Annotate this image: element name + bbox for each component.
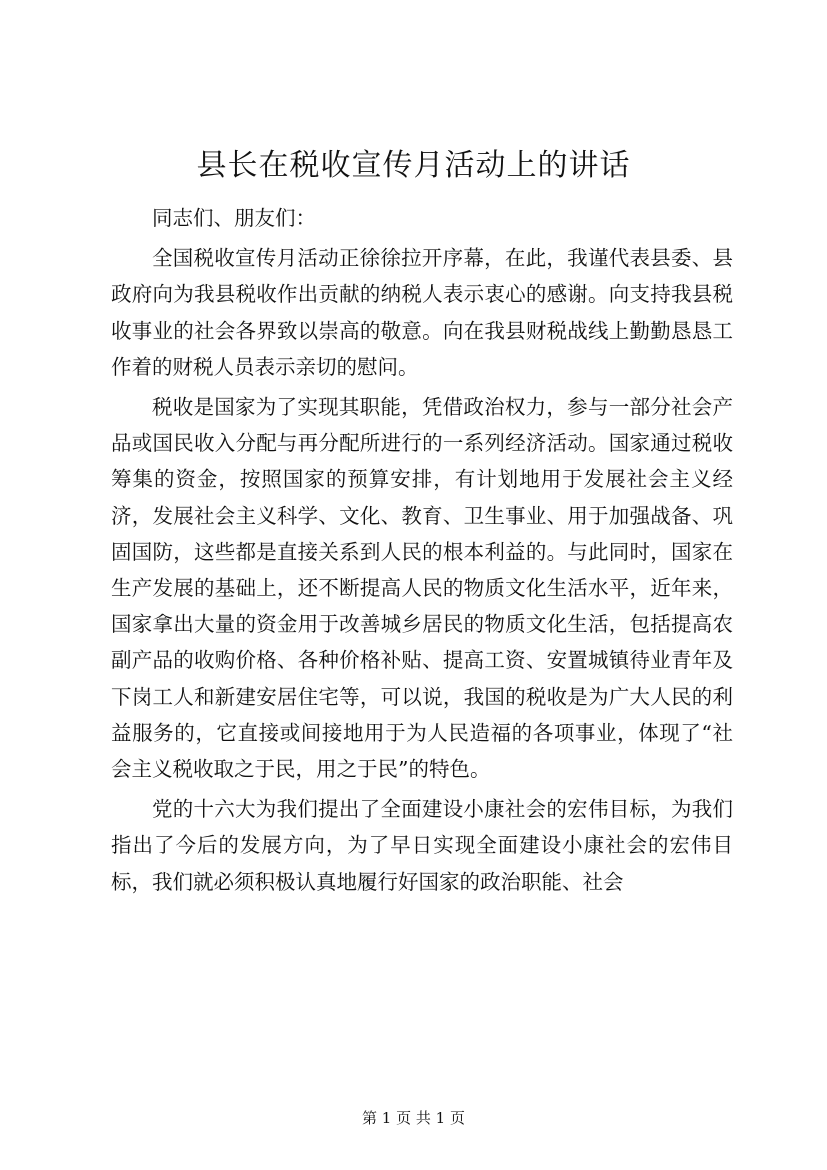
page-number-footer: 第 1 页 共 1 页 [362,1109,465,1127]
paragraph-2: 税收是国家为了实现其职能，凭借政治权力，参与一部分社会产品或国民收入分配与再分配所进行的一系列经济活动。国家通过税收筹集的资金，按照国家的预算安排，有计划地用于发展社会主义经济，发展社会主义科学、文化、教育、卫生事业、用于加强战备、巩固国防，这些都是直接关系到人民的根本利益的。与此同时，国家在生产发展的基础上，还不断提高人民的物质文化生活水平，近年来，国家拿出大量的资金用于改善城乡居民的物质文化生活，包括提高农副产品的收购价格、各种价格补贴、提高工资、安置城镇待业青年及下岗工人和新建安居住宅等，可以说，我国的税收是为广大人民的利益服务的，它直接或间接地用于为人民造福的各项事业，体现了“社会主义税收取之于民，用之于民”的特色。 [111,395,733,782]
document-title: 县长在税收宣传月活动上的讲话 [196,148,631,183]
paragraph-3: 党的十六大为我们提出了全面建设小康社会的宏伟目标，为我们指出了今后的发展方向，为了早日实现全面建设小康社会的宏伟目标，我们就必须积极认真地履行好国家的政治职能、社会 [111,797,733,894]
paragraph-1: 全国税收宣传月活动正徐徐拉开序幕，在此，我谨代表县委、县政府向为我县税收作出贡献的纳税人表示衷心的感谢。向支持我县税收事业的社会各界致以崇高的敬意。向在我县财税战线上勤勤恳恳工作着的财税人员表示亲切的慰问。 [111,246,733,379]
document-body [111,200,733,900]
salutation: 同志们、朋友们： [152,206,316,230]
